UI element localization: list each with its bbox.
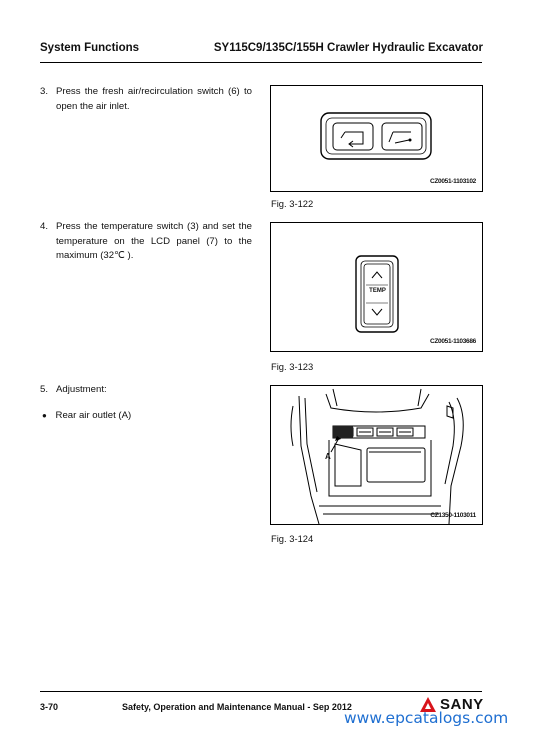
temperature-switch-drawing: [271, 223, 482, 351]
bullet-text: Rear air outlet (A): [55, 410, 132, 421]
step-number: 4.: [40, 221, 49, 232]
figure-code: CZ0051-1103686: [429, 338, 476, 345]
figure-caption: Fig. 3-124: [271, 533, 314, 544]
header-rule: [40, 62, 482, 63]
footer-rule: [40, 691, 482, 692]
step-number: 3.: [40, 86, 49, 97]
rear-air-outlet-drawing: [271, 386, 482, 524]
bullet-dot: ●: [42, 411, 47, 420]
figure-caption: Fig. 3-122: [271, 198, 314, 209]
brand-name: SANY: [440, 696, 484, 713]
page-number: 3-70: [40, 702, 59, 712]
fresh-air-switch-drawing: [271, 86, 482, 191]
document-title: SY115C9/135C/155H Crawler Hydraulic Excavator: [213, 42, 483, 54]
step-3: [40, 85, 260, 125]
figure-3-122: [270, 85, 483, 192]
step-number: 5.: [40, 384, 49, 395]
temp-button-label: TEMP: [369, 288, 386, 294]
step-4: [40, 220, 260, 270]
watermark: www.epcatalogs.com: [344, 709, 509, 727]
section-title: System Functions: [40, 42, 140, 54]
step-text: Adjustment:: [56, 384, 107, 395]
figure-code: CZ0051-1103102: [429, 178, 476, 185]
step-5: [40, 383, 260, 399]
manual-title: Safety, Operation and Maintenance Manual - Sep 2012: [122, 702, 352, 712]
bullet-item: [42, 410, 131, 421]
step-text: Press the fresh air/recirculation switch (6) to open the air inlet.: [56, 86, 252, 112]
figure-code: CZ1350-1103011: [430, 512, 476, 519]
figure-3-124: [270, 385, 483, 525]
figure-caption: Fig. 3-123: [271, 361, 314, 372]
step-text: Press the temperature switch (3) and set the temperature on the LCD panel (7) to the maximum (32℃ ).: [56, 221, 252, 261]
callout-label: A: [325, 452, 331, 461]
figure-3-123: [270, 222, 483, 352]
